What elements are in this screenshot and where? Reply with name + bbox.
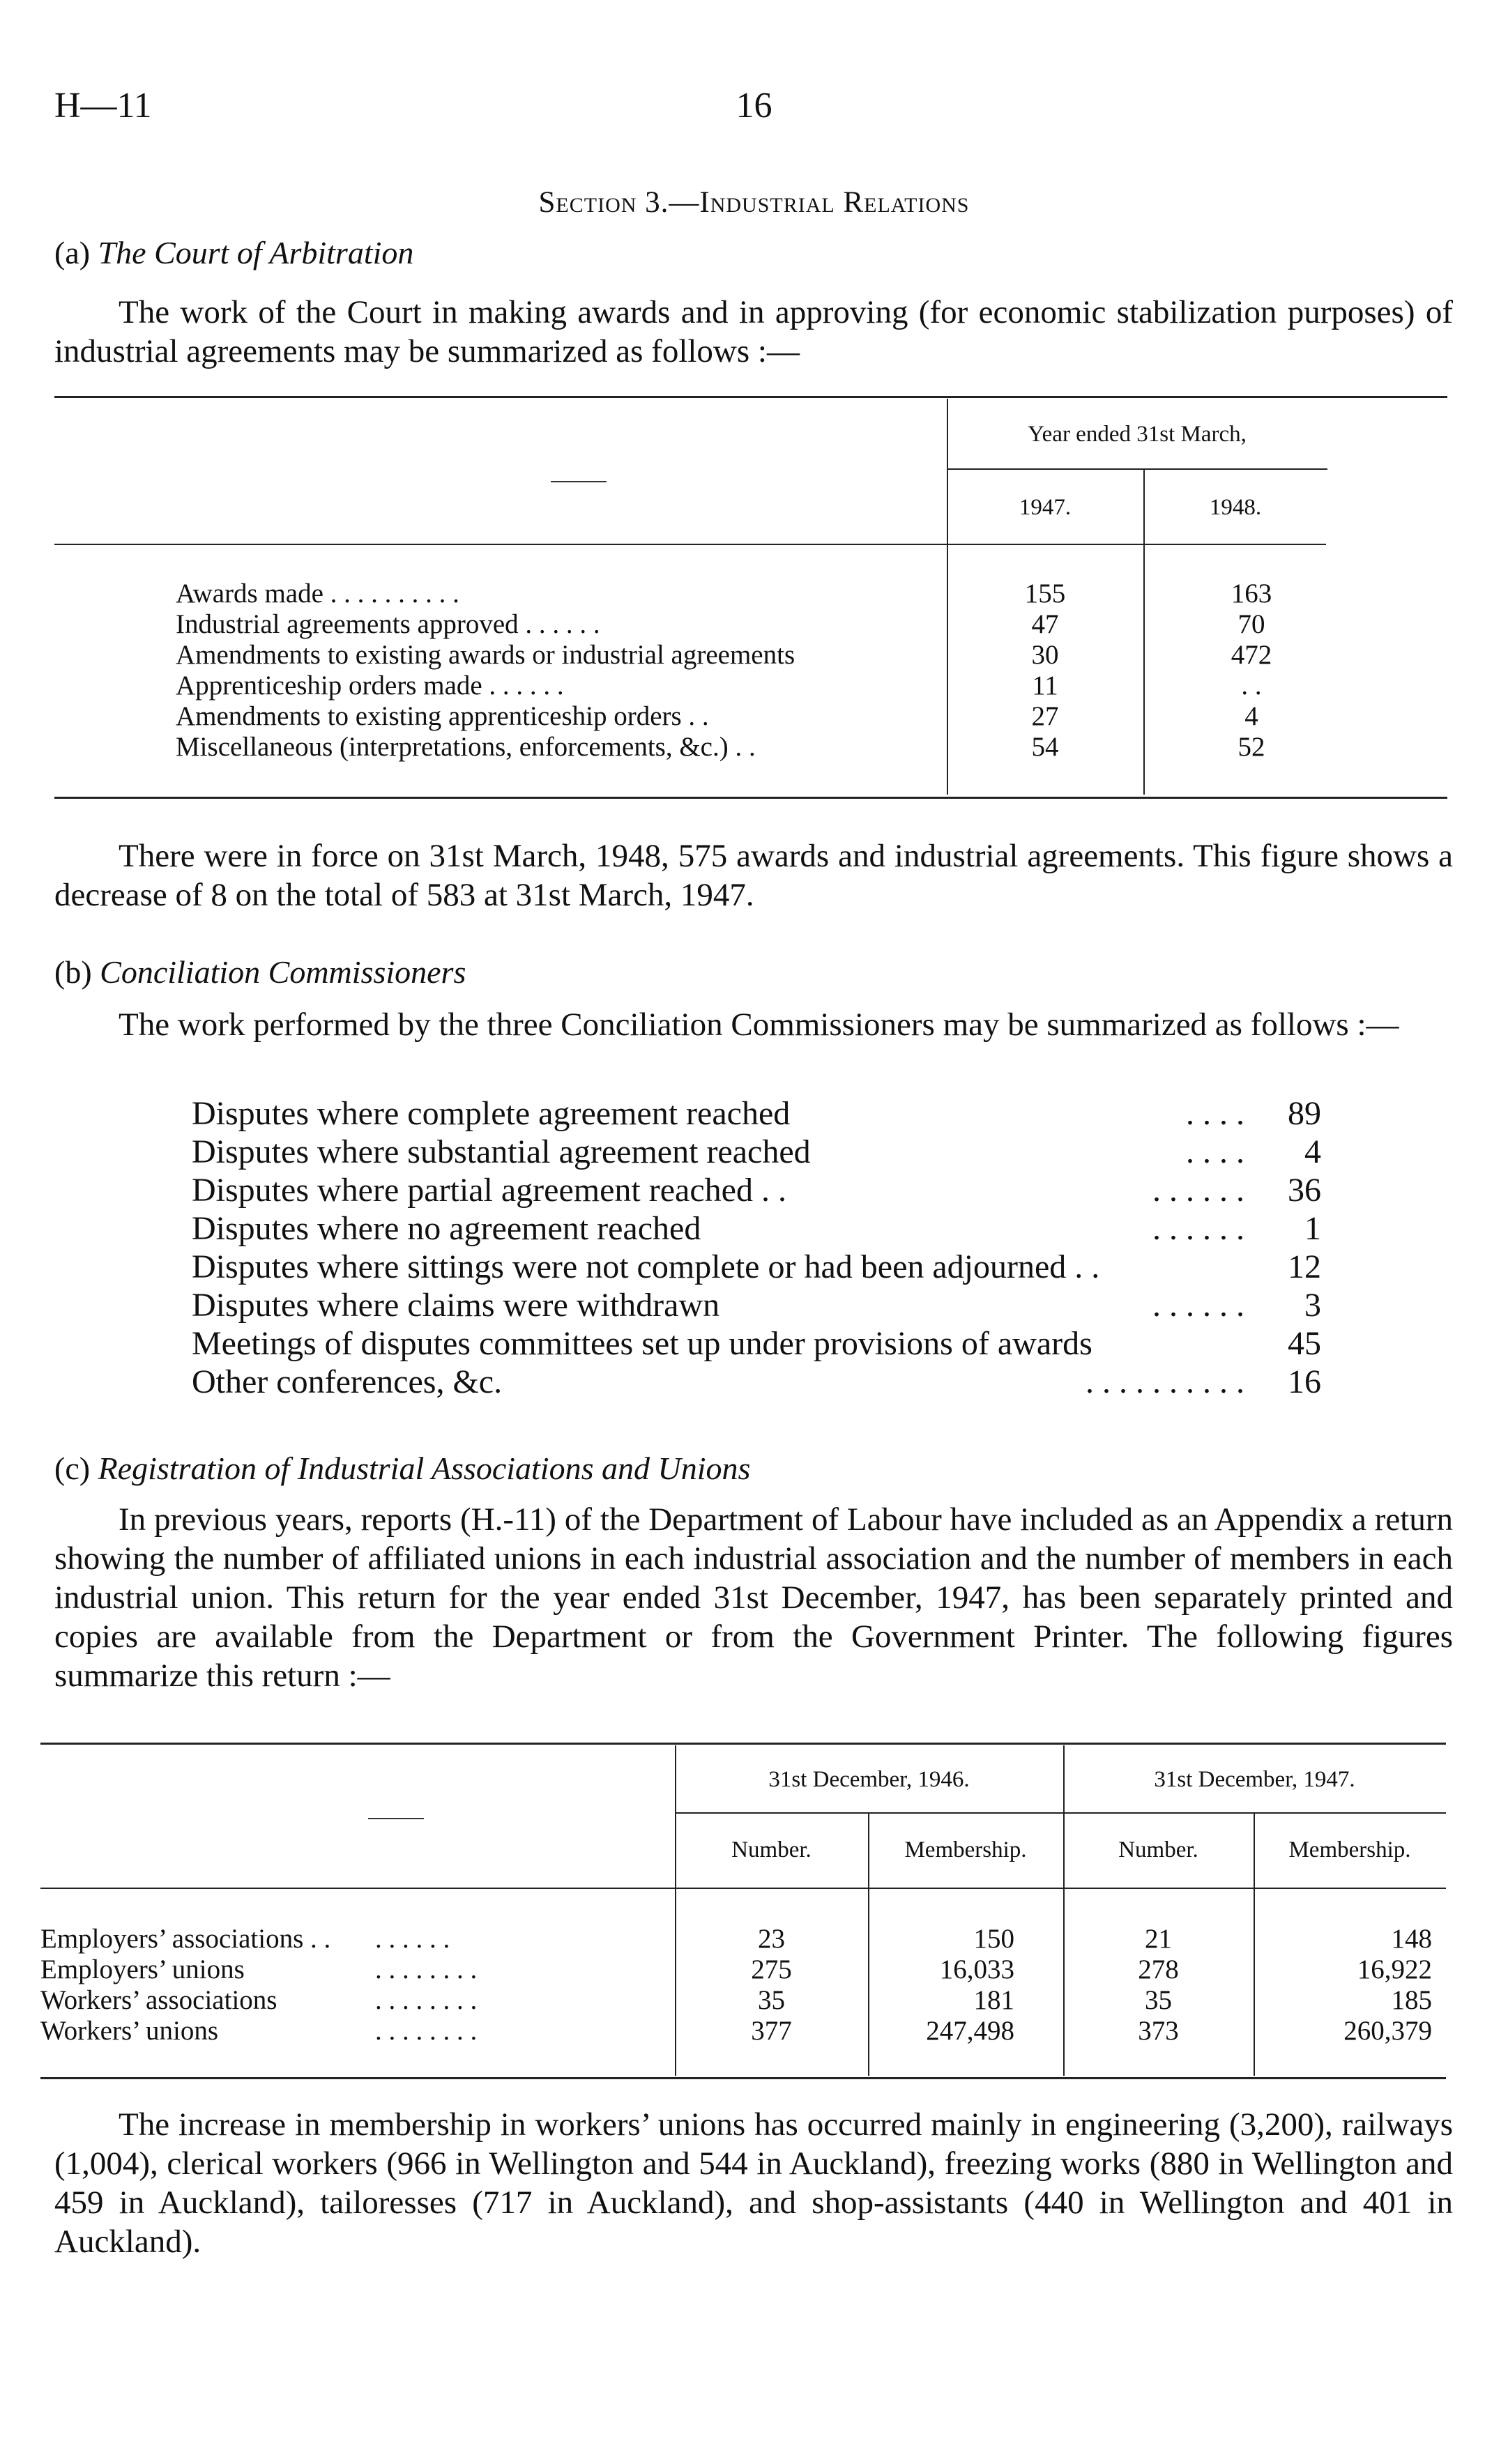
table-cell: 16,033 [939, 1954, 1014, 1984]
table-cell: 260,379 [1343, 2016, 1432, 2046]
table-stub-header [551, 481, 607, 482]
table-row-labels [40, 1924, 668, 2046]
subheading-title: Registration of Industrial Associations and Unions [98, 1451, 751, 1486]
table-column-header: Number. [731, 1837, 812, 1862]
leader-dots: . . . . . . . . [375, 1985, 478, 2015]
table-column-membership-1947 [1254, 1924, 1432, 2046]
table-cell: 21 [1145, 1924, 1172, 1954]
table-cell: 150 [973, 1924, 1014, 1954]
table-cell: 30 [1031, 640, 1059, 670]
paragraph-court-intro [54, 293, 1453, 371]
table-row-label [40, 2016, 668, 2046]
table-cell: 278 [1138, 1954, 1179, 1984]
table-row-label: Awards made . . . . . . . . . . [176, 579, 459, 609]
table-cell: 70 [1237, 609, 1265, 639]
table-cell: 35 [758, 1985, 785, 2015]
table-column-number-1946 [675, 1924, 868, 2046]
table-cell: 373 [1138, 2016, 1179, 2046]
table-row-label-text: Employers’ unions [40, 1954, 245, 1984]
list-item-label: Disputes where partial agreement reached . . [192, 1172, 786, 1209]
table-cell: 377 [751, 2016, 792, 2046]
table-column-1947 [947, 579, 1143, 763]
leader-dots: . . . . . . [1152, 1172, 1244, 1209]
leader-dots: . . . . [1186, 1095, 1244, 1132]
document-reference: H—11 [54, 86, 152, 125]
list-item-value: 36 [1288, 1172, 1321, 1209]
table-cell: 4 [1244, 701, 1258, 731]
table-column-header: Membership. [904, 1837, 1027, 1862]
table-cell: 47 [1031, 609, 1059, 639]
list-item-label: Other conferences, &c. [192, 1363, 503, 1400]
table-top-rule [54, 396, 1447, 398]
table-cell: 23 [758, 1924, 785, 1954]
list-item-label: Disputes where no agreement reached [192, 1210, 701, 1247]
paragraph-text: The work performed by the three Conciliation Commissioners may be summarized as follows :— [119, 1007, 1399, 1043]
leader-dots: . . . . . . . . [375, 2016, 478, 2046]
list-item [192, 1094, 1321, 1133]
list-item-label: Disputes where sittings were not complete or had been adjourned . . [192, 1248, 1100, 1285]
table-header-rule [675, 1812, 1446, 1814]
table-cell: 247,498 [926, 2016, 1014, 2046]
table-row-label: Industrial agreements approved . . . . . . [176, 609, 600, 639]
list-item-value: 3 [1304, 1287, 1321, 1324]
table-group-header: Year ended 31st March, [1028, 422, 1247, 447]
paragraph-registration-intro [54, 1500, 1453, 1695]
table-cell: 472 [1231, 640, 1272, 670]
paragraph-text: In previous years, reports (H.-11) of the Department of Labour have included as an Appendix a return showing the number of affiliated unions in each industrial association and the number of members in each industrial union. This return for the year ended 31st December, 1947, has been separately printed and copies are available from the Department or from the Government Printer. The following figures summarize this return :— [54, 1501, 1453, 1694]
table-group-header: 31st December, 1946. [768, 1767, 970, 1792]
paragraph-text: The increase in membership in workers’ unions has occurred mainly in engineering (3,200), railways (1,004), clerical workers (966 in Wellington and 544 in Auckland), freezing works (880 in Wellington and 459 in Auckland), tailoresses (717 in Auckland), and shop-assistants (440 in Wellington and 401 in Auckland). [54, 2106, 1453, 2260]
conciliation-list [192, 1094, 1321, 1401]
list-item [192, 1363, 1321, 1401]
table-top-rule [40, 1743, 1446, 1745]
table-bottom-rule [40, 2077, 1446, 2079]
table-column-header: 1947. [1019, 495, 1072, 520]
table-row-label-text: Employers’ associations . . [40, 1924, 331, 1954]
leader-dots: . . . . . . [1152, 1287, 1244, 1324]
table-row-label-text: Workers’ unions [40, 2016, 219, 2046]
paragraph-conciliation-intro [54, 1005, 1453, 1044]
subheading-label: (c) [54, 1451, 91, 1486]
paragraph-membership-increase [54, 2105, 1453, 2261]
table-row-label: Apprenticeship orders made . . . . . . [176, 671, 564, 701]
table-column-number-1947 [1063, 1924, 1254, 2046]
list-item-label: Disputes where substantial agreement reached [192, 1133, 811, 1170]
list-item-value: 12 [1288, 1248, 1321, 1285]
table-cell: 275 [751, 1954, 792, 1984]
table-cell: 54 [1031, 732, 1059, 762]
section-title: Section 3.—Industrial Relations [538, 186, 970, 219]
leader-dots: . . . . . . . . . . [1086, 1363, 1244, 1400]
table-group-header: 31st December, 1947. [1154, 1767, 1355, 1792]
table-header-rule [947, 468, 1327, 470]
table-row-label: Amendments to existing apprenticeship orders . . [176, 701, 709, 731]
subheading-court-of-arbitration [54, 234, 413, 271]
table-column-header: 1948. [1209, 495, 1262, 520]
list-item [192, 1171, 1321, 1209]
subheading-title: Conciliation Commissioners [100, 954, 466, 990]
table-cell: 185 [1391, 1985, 1432, 2015]
table-cell: 163 [1231, 579, 1272, 609]
table-row-label: Amendments to existing awards or industrial agreements [176, 640, 795, 670]
page-number: 16 [736, 86, 772, 125]
subheading-label: (b) [54, 954, 92, 990]
subheading-registration [54, 1450, 750, 1487]
leader-dots: . . . . [1186, 1133, 1244, 1170]
leader-dots: . . . . . . [1152, 1210, 1244, 1247]
paragraph-text: There were in force on 31st March, 1948, 575 awards and industrial agreements. This figure shows a decrease of 8 on the total of 583 at 31st March, 1947. [54, 838, 1453, 913]
list-item-value: 45 [1288, 1325, 1321, 1362]
list-item-value: 16 [1288, 1363, 1321, 1400]
list-item-label: Meetings of disputes committees set up under provisions of awards [192, 1325, 1092, 1362]
paragraph-text: The work of the Court in making awards and in approving (for economic stabilization purposes) of industrial agreements may be summarized as follows :— [54, 294, 1453, 369]
list-item [192, 1209, 1321, 1248]
list-item-value: 89 [1288, 1095, 1321, 1132]
table-row-label: Miscellaneous (interpretations, enforcements, &c.) . . [176, 732, 756, 762]
leader-dots: . . . . . . . . [375, 1954, 478, 1984]
table-header-bottom-rule [54, 544, 1326, 545]
table-column-header: Number. [1118, 1837, 1198, 1862]
list-item [192, 1324, 1321, 1363]
leader-dots: . . . . . . [375, 1924, 450, 1954]
table-cell: 155 [1024, 579, 1066, 609]
table-row-label [40, 1954, 668, 1985]
table-cell: 16,922 [1357, 1954, 1432, 1984]
table-row-label-text: Workers’ associations [40, 1985, 277, 2015]
table-cell: 11 [1032, 671, 1058, 701]
table-cell: 148 [1391, 1924, 1432, 1954]
list-item [192, 1248, 1321, 1286]
list-item [192, 1133, 1321, 1171]
table-header-bottom-rule [40, 1888, 1446, 1889]
list-item [192, 1286, 1321, 1324]
paragraph-awards-in-force [54, 836, 1453, 915]
table-column-membership-1946 [868, 1924, 1014, 2046]
table-column-header: Membership. [1288, 1837, 1411, 1862]
list-item-value: 4 [1304, 1133, 1321, 1170]
table-row-labels [176, 579, 795, 763]
table-cell: 52 [1237, 732, 1265, 762]
table-column-1948 [1143, 579, 1360, 763]
table-stub-header [368, 1818, 424, 1819]
subheading-label: (a) [54, 235, 91, 270]
table-cell: . . [1241, 671, 1262, 701]
list-item-label: Disputes where complete agreement reached [192, 1095, 791, 1132]
table-cell: 181 [973, 1985, 1014, 2015]
list-item-value: 1 [1304, 1210, 1321, 1247]
table-row-label [40, 1924, 668, 1954]
table-cell: 27 [1031, 701, 1059, 731]
subheading-conciliation-commissioners [54, 954, 466, 990]
table-bottom-rule [54, 797, 1447, 799]
table-cell: 35 [1145, 1985, 1172, 2015]
table-row-label [40, 1985, 668, 2016]
subheading-title: The Court of Arbitration [98, 235, 414, 270]
list-item-label: Disputes where claims were withdrawn [192, 1287, 720, 1324]
